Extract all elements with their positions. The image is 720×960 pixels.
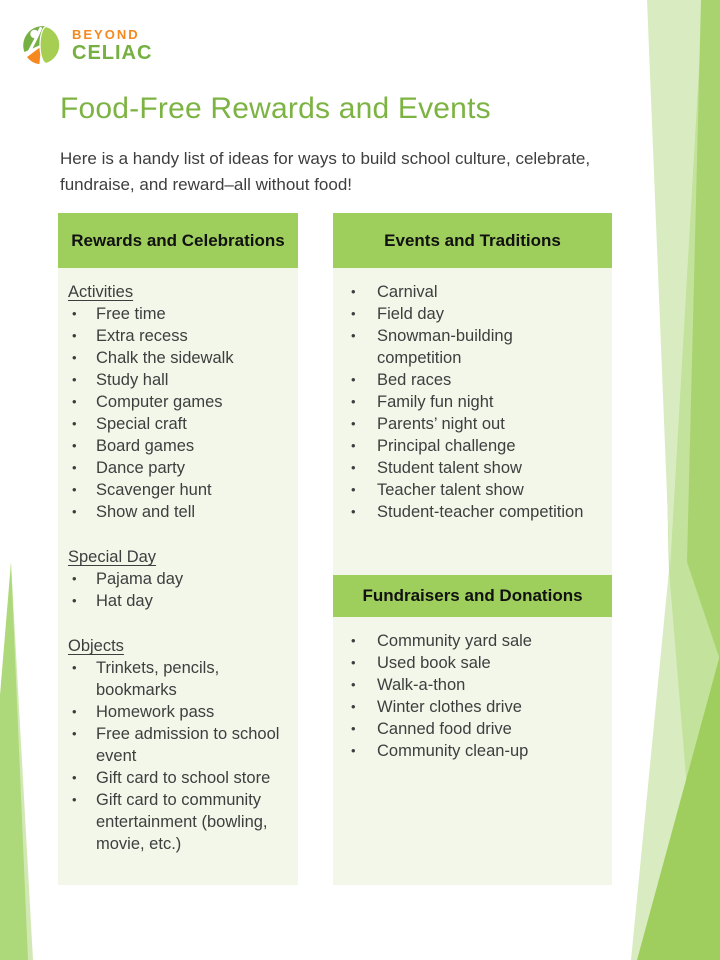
bullet-icon: • <box>72 328 77 343</box>
right-band-base <box>642 0 720 960</box>
bullet-icon: • <box>72 460 77 475</box>
beyond-celiac-logo <box>20 23 152 67</box>
header-events-and-traditions: Events and Traditions <box>333 213 612 268</box>
bullet-icon: • <box>72 571 77 586</box>
page-title: Food-Free Rewards and Events <box>60 92 491 125</box>
bullet-icon: • <box>72 416 77 431</box>
bullet-icon: • <box>72 770 77 785</box>
list-item: • Pajama day <box>68 568 292 590</box>
section-heading: Special Day <box>68 548 157 566</box>
right-band-pale-top <box>647 0 703 570</box>
right-band-dark-triangle <box>637 655 720 960</box>
bullet-icon: • <box>351 677 356 692</box>
list-item: • Hat day <box>68 590 292 612</box>
section-special-day <box>68 546 292 612</box>
bullet-icon: • <box>72 593 77 608</box>
list-item: • Free admission to school event <box>68 723 292 767</box>
list-item: • Chalk the sidewalk <box>68 347 292 369</box>
intro-paragraph: Here is a handy list of ideas for ways to build school culture, celebrate, fundraise, and reward–all without food! <box>60 149 591 194</box>
header-fundraisers-and-donations: Fundraisers and Donations <box>333 575 612 617</box>
right-band-mid-strip <box>687 0 720 660</box>
bullet-icon: • <box>72 438 77 453</box>
list-item: • Student-teacher competition <box>347 501 598 523</box>
list-item: • Winter clothes drive <box>347 696 598 718</box>
bullet-icon: • <box>351 633 356 648</box>
bullet-icon: • <box>72 726 77 741</box>
list-item: • Special craft <box>68 413 292 435</box>
bullet-icon: • <box>72 792 77 807</box>
list-item: • Principal challenge <box>347 435 598 457</box>
beyond-celiac-logo-icon <box>20 23 64 67</box>
list-item: • Study hall <box>68 369 292 391</box>
bullet-icon: • <box>72 482 77 497</box>
list-item: • Family fun night <box>347 391 598 413</box>
ideas-table <box>58 213 612 885</box>
bullet-icon: • <box>351 655 356 670</box>
list-item: • Free time <box>68 303 292 325</box>
bullet-icon: • <box>351 460 356 475</box>
list-item: • Board games <box>68 435 292 457</box>
bullet-icon: • <box>351 306 356 321</box>
cell-fundraisers-and-donations <box>333 617 612 885</box>
bullet-icon: • <box>72 394 77 409</box>
logo-word-beyond: BEYOND <box>72 26 140 42</box>
list-item: • Used book sale <box>347 652 598 674</box>
bullet-icon: • <box>351 699 356 714</box>
list-item: • Community yard sale <box>347 630 598 652</box>
section-activities <box>68 281 292 523</box>
list-item: • Carnival <box>347 281 598 303</box>
list-item: • Show and tell <box>68 501 292 523</box>
bullet-icon: • <box>351 394 356 409</box>
cell-events-and-traditions <box>333 268 612 575</box>
section-heading: Objects <box>68 637 124 655</box>
bullet-icon: • <box>72 504 77 519</box>
left-wedge-highlight <box>11 562 33 960</box>
cell-rewards-and-celebrations <box>58 268 298 885</box>
right-band-pale-bottom <box>631 570 701 960</box>
logo-word-celiac: CELIAC <box>72 41 153 64</box>
bullet-icon: • <box>351 438 356 453</box>
list-item: • Computer games <box>68 391 292 413</box>
bullet-icon: • <box>72 372 77 387</box>
bullet-icon: • <box>72 350 77 365</box>
beyond-celiac-wordmark <box>72 28 152 63</box>
bullet-icon: • <box>351 416 356 431</box>
list-item: • Community clean-up <box>347 740 598 762</box>
bullet-icon: • <box>351 372 356 387</box>
column-rewards-and-celebrations <box>58 213 298 885</box>
list-item: • Scavenger hunt <box>68 479 292 501</box>
list-item: • Canned food drive <box>347 718 598 740</box>
bullet-icon: • <box>351 721 356 736</box>
bullet-icon: • <box>351 328 356 343</box>
list-item: • Field day <box>347 303 598 325</box>
left-wedge <box>0 562 28 960</box>
list-item: • Extra recess <box>68 325 292 347</box>
bullet-icon: • <box>351 504 356 519</box>
list-item: • Teacher talent show <box>347 479 598 501</box>
list-item: • Gift card to community entertainment (bowling, movie, etc.) <box>68 789 292 855</box>
bullet-icon: • <box>351 284 356 299</box>
list-item: • Walk-a-thon <box>347 674 598 696</box>
bullet-icon: • <box>72 660 77 675</box>
section-heading: Activities <box>68 283 134 301</box>
list-item: • Homework pass <box>68 701 292 723</box>
header-rewards-and-celebrations: Rewards and Celebrations <box>58 213 298 268</box>
column-events-and-fundraisers <box>333 213 612 885</box>
bullet-icon: • <box>351 482 356 497</box>
list-item: • Bed races <box>347 369 598 391</box>
list-item: • Snowman-building competition <box>347 325 598 369</box>
bullet-icon: • <box>72 704 77 719</box>
list-item: • Dance party <box>68 457 292 479</box>
list-item: • Gift card to school store <box>68 767 292 789</box>
list-item: • Parents’ night out <box>347 413 598 435</box>
list-item: • Trinkets, pencils, bookmarks <box>68 657 292 701</box>
bullet-icon: • <box>351 743 356 758</box>
bullet-icon: • <box>72 306 77 321</box>
list-item: • Student talent show <box>347 457 598 479</box>
section-objects <box>68 635 292 855</box>
